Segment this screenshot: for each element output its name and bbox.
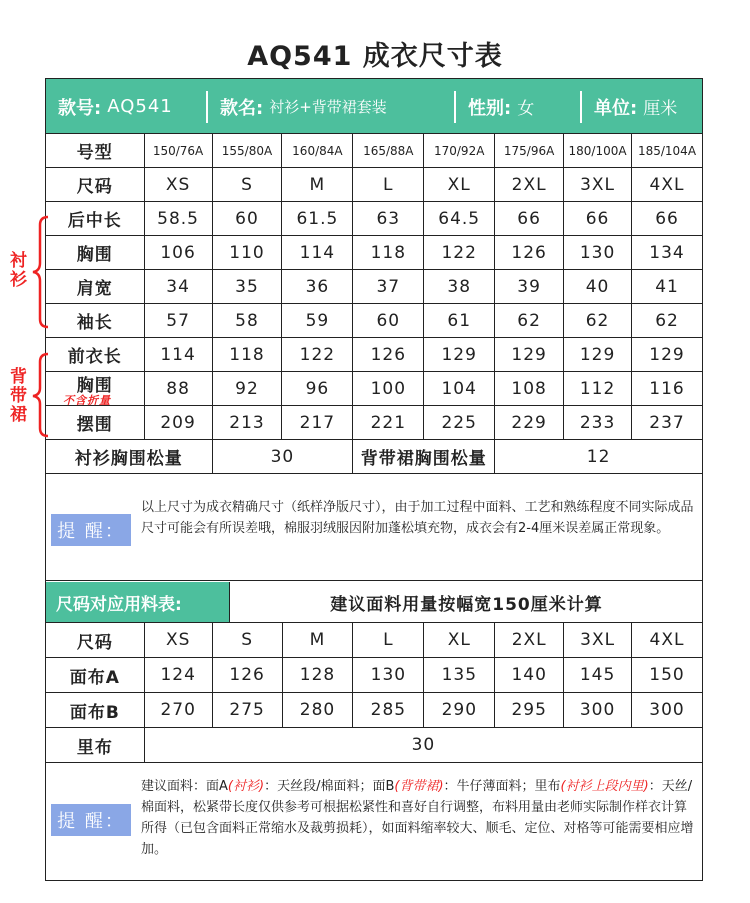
value-cell: 88 <box>144 372 212 406</box>
value-cell: 61 <box>424 304 495 338</box>
name-value: 衬衫+背带裙套装 <box>269 98 387 116</box>
row-label <box>46 372 145 406</box>
gender-cell <box>456 79 580 134</box>
value-cell: 114 <box>144 338 212 372</box>
value-cell: 63 <box>353 202 424 236</box>
value-cell: 112 <box>564 372 632 406</box>
row-label: 尺码 <box>46 623 145 658</box>
row-label: 摆围 <box>46 406 145 440</box>
model-cell: 160/84A <box>282 134 353 168</box>
value-cell: 60 <box>353 304 424 338</box>
value-cell: 150 <box>632 658 703 693</box>
page-title: AQ541 成衣尺寸表 <box>247 41 503 72</box>
value-cell: 60 <box>212 202 282 236</box>
reminder-badge: 提 醒： <box>51 804 131 836</box>
value-cell: 118 <box>212 338 282 372</box>
value-cell: 35 <box>212 270 282 304</box>
row-label: 肩宽 <box>46 270 145 304</box>
fabric-size-row <box>46 623 703 658</box>
value-cell: 66 <box>564 202 632 236</box>
value-cell: 59 <box>282 304 353 338</box>
model-cell: 155/80A <box>212 134 282 168</box>
dress-ease-label: 背带裙胸围松量 <box>353 440 495 474</box>
value-cell: 114 <box>282 236 353 270</box>
value-cell: 126 <box>495 236 564 270</box>
value-cell: 135 <box>424 658 495 693</box>
style-no-label: 款号: <box>58 97 102 119</box>
ease-row <box>46 440 703 474</box>
value-cell: 62 <box>632 304 703 338</box>
value-cell: 36 <box>282 270 353 304</box>
value-cell: 295 <box>495 693 564 728</box>
size-cell: 4XL <box>632 623 703 658</box>
value-cell: 41 <box>632 270 703 304</box>
value-cell: 106 <box>144 236 212 270</box>
measure-row <box>46 338 703 372</box>
size-cell: 2XL <box>495 623 564 658</box>
value-cell: 116 <box>632 372 703 406</box>
size-cell: XL <box>424 168 495 202</box>
value-cell: 145 <box>564 658 632 693</box>
value-cell: 110 <box>212 236 282 270</box>
value-cell: 129 <box>424 338 495 372</box>
name-label: 款名: <box>220 97 264 119</box>
size-cell: M <box>282 168 353 202</box>
value-cell: 118 <box>353 236 424 270</box>
note-highlight: (背带裙) <box>394 779 444 794</box>
style-no-cell <box>46 79 206 134</box>
row-label: 后中长 <box>46 202 145 236</box>
unit-cell <box>582 79 702 134</box>
value-cell: 128 <box>282 658 353 693</box>
value-cell: 64.5 <box>424 202 495 236</box>
value-cell: 122 <box>424 236 495 270</box>
row-label: 前衣长 <box>46 338 145 372</box>
value-cell: 92 <box>212 372 282 406</box>
value-cell: 126 <box>353 338 424 372</box>
size-cell: S <box>212 168 282 202</box>
shirt-side-label <box>10 252 30 290</box>
value-cell: 280 <box>282 693 353 728</box>
note-part: ：牛仔薄面料；里布 <box>443 779 561 794</box>
value-cell: 62 <box>564 304 632 338</box>
value-cell: 126 <box>212 658 282 693</box>
value-cell: 66 <box>632 202 703 236</box>
value-cell: 37 <box>353 270 424 304</box>
info-header <box>46 79 702 134</box>
value-cell: 38 <box>424 270 495 304</box>
style-no-value: AQ541 <box>107 96 173 117</box>
value-cell: 129 <box>495 338 564 372</box>
value-cell: 134 <box>632 236 703 270</box>
value-cell: 225 <box>424 406 495 440</box>
value-cell: 57 <box>144 304 212 338</box>
value-cell: 130 <box>564 236 632 270</box>
model-cell: 175/96A <box>495 134 564 168</box>
value-cell: 213 <box>212 406 282 440</box>
fabric-row <box>46 693 703 728</box>
value-cell: 285 <box>353 693 424 728</box>
value-cell: 300 <box>564 693 632 728</box>
value-cell: 217 <box>282 406 353 440</box>
measure-row <box>46 202 703 236</box>
size-cell: 4XL <box>632 168 703 202</box>
value-cell: 233 <box>564 406 632 440</box>
dress-side-label <box>10 368 30 425</box>
model-cell: 185/104A <box>632 134 703 168</box>
gender-value: 女 <box>517 99 535 119</box>
fabric-width-note: 建议面料用量按幅宽150厘米计算 <box>229 582 703 622</box>
model-cell: 165/88A <box>353 134 424 168</box>
size-cell: L <box>353 168 424 202</box>
model-row <box>46 134 703 168</box>
value-cell: 108 <box>495 372 564 406</box>
size-cell: XS <box>144 623 212 658</box>
value-cell: 61.5 <box>282 202 353 236</box>
value-cell: 39 <box>495 270 564 304</box>
value-cell: 66 <box>495 202 564 236</box>
note-part: ：天丝段/棉面料；面B <box>264 779 395 794</box>
value-cell: 270 <box>144 693 212 728</box>
row-label: 尺码 <box>46 168 145 202</box>
note-highlight: (衬衫上段内里) <box>560 779 649 794</box>
value-cell: 96 <box>282 372 353 406</box>
value-cell: 229 <box>495 406 564 440</box>
size-cell: 2XL <box>495 168 564 202</box>
shirt-ease-label: 衬衫胸围松量 <box>46 440 213 474</box>
value-cell: 40 <box>564 270 632 304</box>
size-cell: 3XL <box>564 168 632 202</box>
value-cell: 58 <box>212 304 282 338</box>
fabric-section-title: 尺码对应用料表: <box>46 582 229 622</box>
value-cell: 122 <box>282 338 353 372</box>
measure-row <box>46 304 703 338</box>
value-cell: 34 <box>144 270 212 304</box>
row-label-text: 胸围 <box>76 376 113 396</box>
shirt-side-label-text: 衬 衫 <box>10 251 27 290</box>
value-cell: 275 <box>212 693 282 728</box>
dress-brace-icon <box>30 352 50 440</box>
fabric-row <box>46 658 703 693</box>
size-cell: 3XL <box>564 623 632 658</box>
size-cell: M <box>282 623 353 658</box>
shirt-brace-icon <box>30 215 50 330</box>
unit-label: 单位: <box>594 97 638 119</box>
row-label: 面布A <box>46 658 145 693</box>
row-label: 袖长 <box>46 304 145 338</box>
reminder-text-1: 以上尺寸为成衣精确尺寸（纸样净版尺寸），由于加工过程中面料、工艺和熟练程度不同实际成品尺寸可能会有所误差哦，棉服羽绒服因附加蓬松填充物，成衣会有2-4厘米误差属正常现象。 <box>141 500 694 536</box>
row-label: 面布B <box>46 693 145 728</box>
measure-row <box>46 236 703 270</box>
reminder-text-2 <box>141 776 697 860</box>
row-label: 胸围 <box>46 236 145 270</box>
measure-row <box>46 406 703 440</box>
value-cell: 209 <box>144 406 212 440</box>
dress-side-label-text: 背 带 裙 <box>10 367 27 425</box>
row-label: 里布 <box>46 728 145 763</box>
value-cell: 130 <box>353 658 424 693</box>
model-cell: 180/100A <box>564 134 632 168</box>
size-table <box>45 133 703 474</box>
note-part: ：天丝/棉面料， <box>141 779 693 815</box>
value-cell: 58.5 <box>144 202 212 236</box>
size-row <box>46 168 703 202</box>
row-label: 号型 <box>46 134 145 168</box>
value-cell: 100 <box>353 372 424 406</box>
measure-row <box>46 372 703 406</box>
lining-value: 30 <box>144 728 702 763</box>
size-cell: XS <box>144 168 212 202</box>
measure-row <box>46 270 703 304</box>
value-cell: 300 <box>632 693 703 728</box>
value-cell: 129 <box>632 338 703 372</box>
not-folded-note: 不含折量 <box>63 394 111 407</box>
value-cell: 237 <box>632 406 703 440</box>
model-cell: 170/92A <box>424 134 495 168</box>
value-cell: 124 <box>144 658 212 693</box>
shirt-ease-value: 30 <box>212 440 353 474</box>
size-cell: XL <box>424 623 495 658</box>
value-cell: 290 <box>424 693 495 728</box>
size-cell: L <box>353 623 424 658</box>
note-part: 松紧带长度仅供参考可根据松紧性和喜好自行调整，布料用量由老师实际制作样衣计算所得（已包含面料正常缩水及裁剪损耗），如面料缩率较大、顺毛、定位、对格等可能需要相应增加。 <box>141 800 694 857</box>
reminder-badge: 提 醒： <box>51 514 131 546</box>
gender-label: 性别: <box>468 97 512 119</box>
name-cell <box>208 79 454 134</box>
unit-value: 厘米 <box>643 99 678 119</box>
note-part: 建议面料：面A <box>141 779 228 794</box>
note-highlight: (衬衫) <box>227 779 265 794</box>
value-cell: 221 <box>353 406 424 440</box>
dress-ease-value: 12 <box>495 440 703 474</box>
size-cell: S <box>212 623 282 658</box>
value-cell: 104 <box>424 372 495 406</box>
value-cell: 62 <box>495 304 564 338</box>
value-cell: 140 <box>495 658 564 693</box>
value-cell: 129 <box>564 338 632 372</box>
model-cell: 150/76A <box>144 134 212 168</box>
fabric-table <box>45 622 703 763</box>
